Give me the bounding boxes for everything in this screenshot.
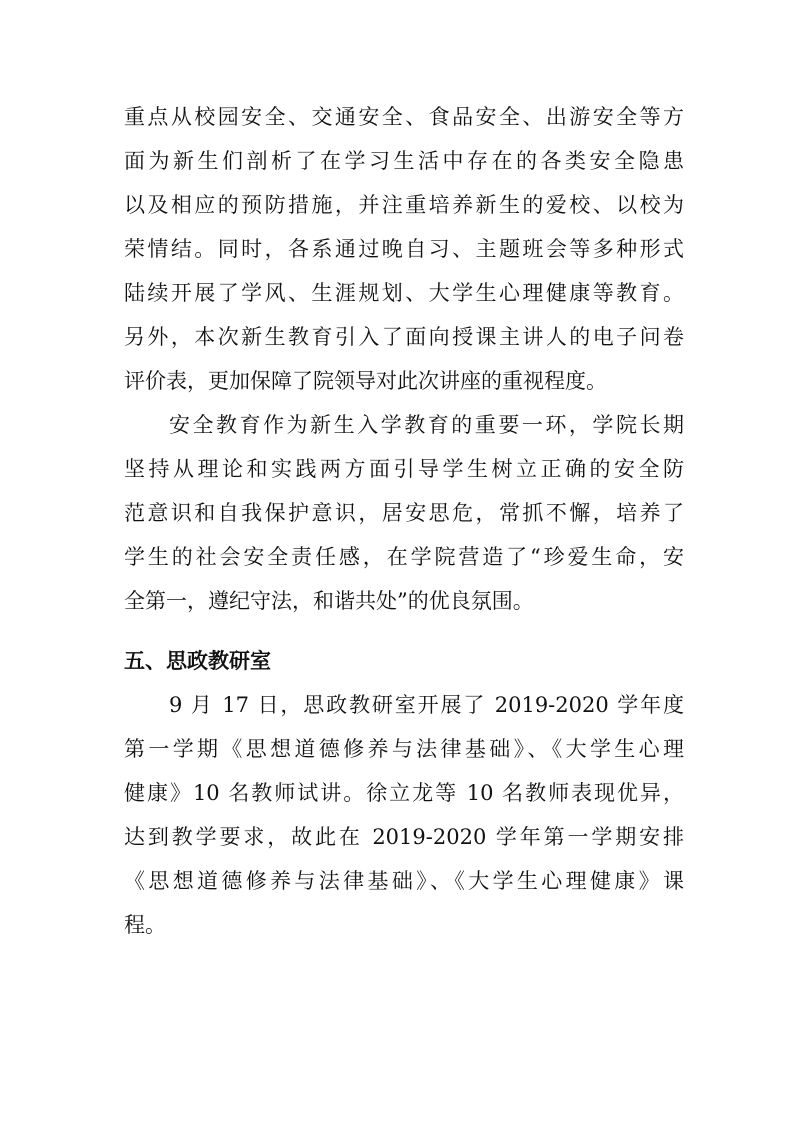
paragraph-line: 面为新生们剖析了在学习生活中存在的各类安全隐患	[124, 149, 684, 173]
paragraph-line: 评价表，更加保障了院领导对此次讲座的重视程度。	[124, 369, 607, 393]
paragraph-line: 重点从校园安全、交通安全、食品安全、出游安全等方	[124, 105, 684, 129]
paragraph-line: 学生的社会安全责任感，在学院营造了“珍爱生命，安	[124, 545, 684, 569]
paragraph-line: 健康》10 名教师试讲。徐立龙等 10 名教师表现优异，	[124, 781, 684, 805]
paragraph-line: 9 月 17 日，思政教研室开展了 2019-2020 学年度	[169, 693, 684, 717]
section-heading: 五、思政教研室	[124, 649, 271, 673]
paragraph-line: 陆续开展了学风、生涯规划、大学生心理健康等教育。	[124, 281, 684, 305]
paragraph-line: 另外，本次新生教育引入了面向授课主讲人的电子问卷	[124, 325, 684, 349]
paragraph-line: 荣情结。同时，各系通过晚自习、主题班会等多种形式	[124, 237, 684, 261]
paragraph-line: 全第一，遵纪守法，和谐共处”的优良氛围。	[124, 589, 534, 613]
paragraph-line: 安全教育作为新生入学教育的重要一环，学院长期	[169, 413, 684, 437]
paragraph-line: 坚持从理论和实践两方面引导学生树立正确的安全防	[124, 457, 684, 481]
paragraph-line: 范意识和自我保护意识，居安思危，常抓不懈，培养了	[124, 501, 684, 525]
paragraph-line: 《思想道德修养与法律基础》、《大学生心理健康》课	[124, 869, 684, 893]
paragraph-line: 达到教学要求，故此在 2019-2020 学年第一学期安排	[124, 825, 684, 849]
paragraph-line: 以及相应的预防措施，并注重培养新生的爱校、以校为	[124, 193, 684, 217]
paragraph-line: 程。	[124, 913, 166, 937]
paragraph-line: 第一学期《思想道德修养与法律基础》、《大学生心理	[124, 737, 684, 761]
